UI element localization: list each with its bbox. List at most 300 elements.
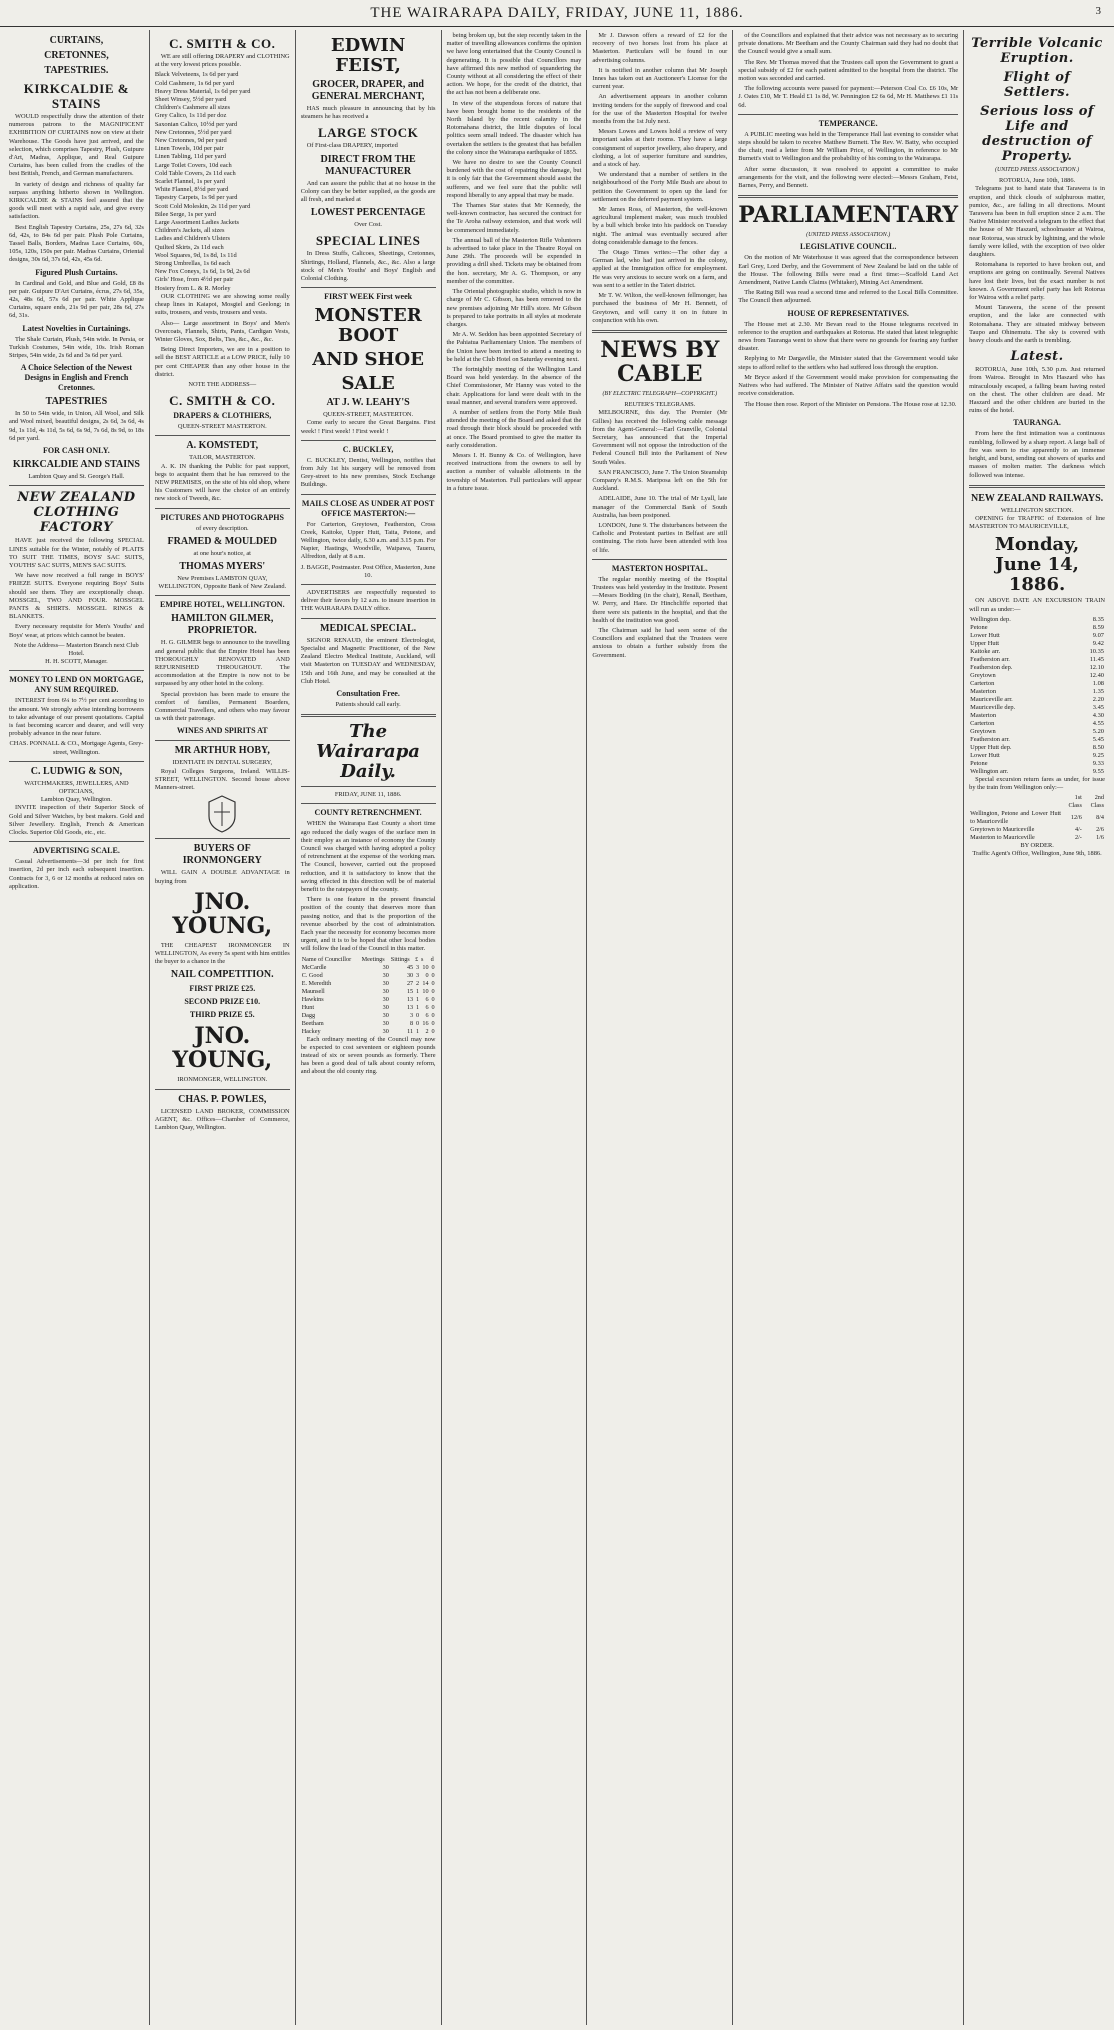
- table-cell: 0: [431, 987, 435, 995]
- smith-intro: WE are still offering DRAPERY and CLOTHING at the very lowest prices possible.: [154, 53, 290, 69]
- table-cell: Hunt: [301, 1003, 315, 1011]
- house-text-2: Replying to Mr Dargaville, the Minister stated that the Government would take steps to afford relief to the settlers who had suffered loss through the eruption.: [738, 355, 959, 371]
- tapestries-text: In 50 to 54in wide, in Union, All Wool, and Silk and Wool mixed, beautiful designs, 2s 6d, 3s 6d, 4s 9d, 1s 11d, 4s 11d, 5s 6d, 6s 9d, 7s 6d, 8s 9d, to 18s 6d per yard.: [9, 410, 144, 442]
- col4-paragraph: We have no desire to see the County Council burdened with the cost of repairing the damage, but it is only fair that the Government should assist the sufferers, and we feel sure that the public will respond liberally to any appeal that may be made.: [446, 159, 582, 199]
- station-cell: Petone: [970, 623, 988, 631]
- timetable-row: [969, 736, 1105, 744]
- gilmer-heading: HAMILTON GILMER, PROPRIETOR.: [171, 613, 274, 637]
- ludwig-address: Lambton Quay, Wellington.: [40, 796, 112, 804]
- leahy-text: Come early to secure the Great Bargains. First week! ! First week! ! First week! !: [300, 419, 436, 435]
- table-cell: 0: [425, 971, 429, 979]
- station-cell: Masterton: [970, 687, 997, 695]
- time-cell: 5.45: [1092, 735, 1104, 743]
- time-cell: 12.10: [1089, 663, 1104, 671]
- komstedt-text: A. K. IN thanking the Public for past support, begs to acquaint them that he has removed to the NEW PREMISES, on the site of his old shop, where his Customers will have the choice of an entirely new stock of Tweeds, &c.: [154, 462, 290, 503]
- medical-text: SIGNOR RENAUD, the eminent Electrologist, Specialist and Magnetic Practitioner, of the New Zealand Electro Medical Institute, Auckland, will visit Masterton on TUESDAY and WEDNESDAY, 15th and 16th June, and may be consulted at the Club Hotel.: [300, 636, 436, 685]
- table-cell: 30: [382, 1027, 389, 1035]
- timetable-row: [969, 664, 1105, 672]
- advertising-scale-heading: ADVERTISING SCALE.: [32, 846, 120, 856]
- table-header-cell: d: [430, 955, 434, 963]
- table-cell: 0: [415, 1011, 420, 1019]
- table-cell: 10: [422, 963, 429, 971]
- col5-paragraph: Mr James Ross, of Masterton, the well-known agricultural implement maker, was much troubled by a bull which broke into his paddock on Tuesday night. The animal was eventually secured after doing considerable damage to the fences.: [592, 206, 728, 246]
- timetable-row: [969, 696, 1105, 704]
- col4-paragraph: The annual ball of the Masterton Rifle Volunteers is advertised to take place in the Theatre Royal on June 29th. The proceeds will be expended in providing a drill shed. Tickets may be obtained from the hon. secretary, Mr A. G. Thompson, or any member of the committee.: [446, 236, 582, 285]
- prize-list: [155, 984, 290, 1020]
- station-cell: Featherston arr.: [970, 655, 1010, 663]
- time-cell: 4.55: [1092, 719, 1104, 727]
- fares-cell: 8/4: [1096, 814, 1104, 822]
- pictures-sub: of every description.: [195, 524, 249, 532]
- special-lines-heading: SPECIAL LINES: [315, 233, 421, 249]
- column-4: [442, 30, 588, 2025]
- table-cell: 6: [425, 1003, 429, 1011]
- powles-text: LICENSED LAND BROKER, COMMISSION AGENT, &c. Offices—Chamber of Commerce, Lambton Quay, Wellington.: [154, 1107, 290, 1132]
- cretonnes-heading: CRETONNES,: [44, 50, 109, 61]
- note-address: Note the Address— Masterton Branch next Club Hotel.: [14, 641, 139, 657]
- nz-clothing-text-2: We have now received a full range in BOYS' FRIEZE SUITS. Everyone requiring Boys' Suits should see them. They are exceptionally cheap. MOSSGEL, TWO AND FOUR. MOSSGEL PANTS & SHIRTS. MOSSGEL RINGS & BLANKETS.: [9, 572, 144, 621]
- price-list-item: Cold Cashmere, 1s 6d per yard: [154, 79, 234, 87]
- col4-paragraph: In view of the stupendous forces of nature that have been brought home to the residents of the North Island by the recent calamity in the Rotomahana district, the little disputes of local politics seem small indeed. The disaster which has overtaken the settlers is the greatest that has befallen the colony since the Wairarapa earthquake of 1855.: [446, 99, 582, 156]
- time-cell: 9.33: [1092, 759, 1104, 767]
- station-cell: Upper Hutt: [970, 639, 1000, 647]
- column-7: [964, 30, 1110, 2025]
- powles-heading: CHAS. P. POWLES,: [178, 1093, 267, 1105]
- timetable-row: [969, 648, 1105, 656]
- money-text: INTEREST from 6¼ to 7½ per cent according to the amount. We strongly advise intending borrowers to take advantage of our present quotations. Capital is fast becoming scarcer and dearer, and will very probably advance in the near future.: [9, 697, 144, 738]
- consult-sub: Patients should call early.: [335, 700, 401, 708]
- fares-cell: Wellington, Petone and Lower Hutt to Mauriceville: [970, 810, 1062, 826]
- flight-heading: Flight of Settlers.: [1003, 70, 1071, 100]
- table-cell: 0: [431, 1019, 435, 1027]
- money-heading: MONEY TO LEND ON MORTGAGE, ANY SUM REQUIRED.: [9, 675, 144, 695]
- col5-paragraph: Mr T. W. Wilton, the well-known fellmonger, has purchased the business of Mr H. Bennett, of Greytown, and will carry it on in future in conjunction with his own.: [592, 292, 728, 324]
- table-cell: 11: [407, 1027, 414, 1035]
- buyers-heading: BUYERS OF IRONMONGERY: [182, 843, 262, 867]
- col4-paragraph: being broken up, but the step recently taken in the matter of travelling allowances confirms the opinion we have long entertained that the County Council is degenerating. It is possible that Councillors may have affirmed this new method of squandering the County without at all considering the effect of their action. We hope, for the credit of the district, that the act has not been a deliberate one.: [446, 32, 582, 97]
- nail-heading: NAIL COMPETITION.: [170, 969, 274, 981]
- table-row: [301, 988, 436, 996]
- councillor-table: [301, 956, 436, 1036]
- temperance-text: A PUBLIC meeting was held in the Temperance Hall last evening to consider what steps should be taken to receive Matthew Burnett. The Rev. W. Batty, who occupied the chair, read a letter from Mr William Price, of Wellington, in reference to Mr Burnett's visit to Wellington and the probability of his coming to the Wairarapa.: [738, 130, 959, 163]
- table-cell: 30: [382, 1003, 389, 1011]
- kirkcaldie-text-2: In variety of design and richness of quality far surpass anything hitherto shown in Wellington. KIRKCALDIE & STAINS feel assured that the goods will meet with a rapid sale, and give every satisfaction.: [9, 180, 144, 221]
- col5-paragraph: Mr J. Dawson offers a reward of £2 for the recovery of two horses lost from his place at Masterton. Particulars will be found in our advertising columns.: [592, 32, 728, 64]
- nzr-date: Monday, June 14, 1886.: [994, 534, 1080, 596]
- figured-text: In Cardinal and Gold, and Blue and Gold, £8 8s per pair. Guipure D'Art Curtains, écrus, 27s 6d, 35s, 42s, 48s 6d, 57s 6d per pair. White Applique Curtains, square ends, 21s 9d per pair, 28s 6d, 27s 6d, 31s.: [9, 279, 144, 320]
- price-list-item: New Cretonnes, 9d per yard: [154, 137, 227, 145]
- smith-price-list: [155, 71, 290, 292]
- timetable-row: [969, 680, 1105, 688]
- temperance-heading: TEMPERANCE.: [818, 118, 878, 128]
- table-cell: 30: [382, 995, 389, 1003]
- young-heading: JNO. YOUNG,: [172, 888, 273, 939]
- wines-heading: WINES AND SPIRITS AT: [176, 726, 268, 736]
- leahy-heading: AT J. W. LEAHY'S: [326, 397, 410, 409]
- table-header-cell: Meetings: [361, 955, 385, 963]
- table-cell: 14: [422, 979, 429, 987]
- choice-heading: A Choice Selection of the Newest Designs in English and French Cretonnes.: [20, 363, 133, 393]
- price-list-item: Children's Cashmere all sizes: [154, 104, 231, 112]
- hospital-heading: MASTERTON HOSPITAL.: [611, 563, 708, 573]
- station-cell: Mauriceville arr.: [970, 695, 1013, 703]
- by-order: BY ORDER.: [1020, 842, 1054, 850]
- young-text: THE CHEAPEST IRONMONGER IN WELLINGTON, As every 5s spent with him entitles the buyer to a chance in the: [154, 941, 290, 966]
- house-text: The House met at 2.30. Mr Bevan read to the House telegrams received in reference to the eruption and earthquakes at Rotorua. He stated that latest telegraphic news from Tauranga went to show that there were no grounds for fearing any further disaster.: [738, 320, 959, 353]
- framed-heading: FRAMED & MOULDED: [167, 535, 277, 547]
- house-text-4: The House then rose. Report of the Minister on Pensions. The House rose at 12.30.: [744, 400, 957, 408]
- smith-clothing-text: OUR CLOTHING we are showing some really cheap lines in Kaiapoi, Mosgiel and Geelong; in suits, trousers, and vests, trousers and vests.: [154, 292, 290, 317]
- price-list-item: Scarlet Flannel, 1s per yard: [154, 178, 225, 186]
- mails-signature: J. BAGGE, Postmaster. Post Office, Masterton, June 10.: [300, 563, 436, 579]
- eruption-text-2: Rotomahana is reported to have broken out, and eruptions are going on continually. Several Natives have lost their lives, but the exact number is not known. A Government relief party has left Rotorua for Wairoa with a relief party.: [969, 261, 1105, 302]
- tauranga-heading: TAURANGA.: [1013, 418, 1061, 428]
- time-cell: 9.55: [1092, 767, 1104, 775]
- station-cell: Carterton: [970, 719, 995, 727]
- table-cell: 6: [425, 1011, 429, 1019]
- price-list-item: Linen Towels, 10d per pair: [154, 145, 224, 153]
- col4-paragraph: The fortnightly meeting of the Wellington Land Board was held yesterday. In the absence of the Chief Commissioner, Mr Hanny was voted to the chair. Applications for land were dealt with in the usual manner, and several transfers were approved.: [446, 365, 582, 406]
- cable-london: LONDON, June 9. The disturbances between the Catholic and Protestant parties in Belfast are still continuing. The riots have been attended with loss of life.: [592, 521, 728, 554]
- price-list-item: Girls' Hose, from 4½d per pair: [154, 276, 234, 284]
- fares-row: [969, 826, 1105, 834]
- timetable-row: [969, 688, 1105, 696]
- myers-heading: THOMAS MYERS': [179, 560, 266, 572]
- fares-cell: Masterton to Mauriceville: [970, 834, 1035, 842]
- table-cell: 30: [382, 1011, 389, 1019]
- kirkcaldie-heading-2: KIRKCALDIE AND STAINS: [12, 459, 140, 471]
- table-cell: 1: [415, 1003, 420, 1011]
- table-cell: 27: [406, 979, 414, 987]
- price-list-item: Children's Jackets, all sizes: [154, 227, 225, 235]
- time-cell: 11.45: [1089, 655, 1104, 663]
- prize-item: FIRST PRIZE £25.: [189, 984, 256, 994]
- latest-text: ROTORUA, June 10th, 5.30 p.m. Just returned from Wairoa. Brought in Mrs Haszard who has miraculously escaped, a falling beam having rested on the chest. The other children are dead. Mr Haszard and the other children are buried in the ruins of the hotel.: [969, 366, 1105, 415]
- legislative-text: On the motion of Mr Waterhouse it was agreed that the correspondence between Earl Grey, Lord Derby, and the Government of New Zealand be laid on the table of the House. The following Bills were read a first time:—Scaffold Land Act Amendment, Native Lands Claims (Whitaker), Mining Act Amendment.: [738, 254, 959, 287]
- fares-table: [969, 794, 1105, 842]
- table-cell: 2: [425, 1027, 429, 1035]
- framed-sub: at one hour's notice, at: [193, 549, 251, 557]
- time-cell: 1.35: [1092, 687, 1104, 695]
- fares-cell: 2/6: [1096, 826, 1104, 834]
- timetable-row: [969, 712, 1105, 720]
- buckley-heading: C. BUCKLEY,: [342, 444, 394, 454]
- price-list-item: Hosiery from L. & R. Morley: [154, 284, 231, 292]
- col5-paragraph: The Otago Times writes:—The other day a German lad, who had just arrived in the colony, applied at the Immigration office for employment. He was very anxious to secure work on a farm, and was sent to a settler in the Taieri district.: [592, 249, 728, 289]
- parliamentary-heading: PARLIAMENTARY: [738, 202, 959, 229]
- gilmer-text-2: Special provision has been made to ensure the comfort of families, Permanent Boarders, Commercial Travellers, and others who may favour us with their patronage.: [154, 690, 290, 723]
- table-cell: 0: [431, 963, 435, 971]
- time-cell: 5.20: [1092, 727, 1104, 735]
- time-cell: 8.35: [1092, 615, 1104, 623]
- nz-clothing-text-3: Every necessary requisite for Men's Youths' and Boys' wear, at prices which cannot be beaten.: [9, 623, 144, 639]
- curtains-heading: CURTAINS,: [49, 35, 104, 46]
- price-list-item: New Cretonnes, 5½d per yard: [154, 128, 232, 136]
- table-header-cell: s: [421, 955, 424, 963]
- fares-cell: 1/6: [1096, 834, 1104, 842]
- crest-icon: [155, 794, 290, 834]
- table-cell: 3: [415, 963, 420, 971]
- table-cell: E. Meredith: [301, 979, 332, 987]
- col5-paragraph: We understand that a number of settlers in the neighbourhood of the Forty Mile Bush are about to petition the Government to open up the land for settlement on the deferred payment system.: [592, 171, 728, 203]
- sale-line: MONSTER BOOT: [314, 305, 422, 347]
- feist-sub: GROCER, DRAPER, and GENERAL MERCHANT,: [311, 79, 425, 102]
- timetable-row: [969, 728, 1105, 736]
- table-cell: 1: [415, 995, 420, 1003]
- table-cell: 0: [431, 979, 435, 987]
- table-cell: 13: [406, 995, 414, 1003]
- eruption-location: ROTORUA, June 10th, 1886.: [998, 177, 1076, 185]
- timetable-row: [969, 752, 1105, 760]
- tapestries-heading-2: TAPESTRIES: [45, 396, 108, 408]
- table-cell: McCardle: [301, 963, 327, 971]
- myers-address: New Premises LAMBTON QUAY, WELLINGTON, Opposite Bank of New Zealand.: [158, 574, 287, 591]
- timetable-row: [969, 640, 1105, 648]
- timetable-row: [969, 768, 1105, 776]
- fares-row: [969, 834, 1105, 842]
- table-row: [301, 1020, 436, 1028]
- timetable-row: [969, 656, 1105, 664]
- station-cell: Featherston arr.: [970, 735, 1010, 743]
- table-cell: 45: [406, 963, 414, 971]
- cable-text: MELBOURNE, this day. The Premier (Mr Gillies) has received the following cable message from the Agent-General:—Earl Granville, Colonial Secretary, has announced that the Imperial Government will not oppose the introduction of the Federal Council Bill into the Parliament of New South Wales.: [592, 409, 728, 466]
- fares-cell: Greytown to Mauriceville: [970, 826, 1035, 834]
- price-list-item: Black Velveteens, 1s 6d per yard: [154, 71, 239, 79]
- table-cell: Dagg: [301, 1011, 316, 1019]
- col4-paragraph: A number of settlers from the Forty Mile Bush attended the meeting of the Board and asked that the road through their block should be proceeded with at once. The Board promised to give the matter its early consideration.: [446, 408, 582, 449]
- latest-novelties-heading: Latest Novelties in Curtainings.: [22, 323, 131, 333]
- prize-item: SECOND PRIZE £10.: [184, 997, 261, 1007]
- parliamentary-sub: (UNITED PRESS ASSOCIATION.): [806, 232, 891, 239]
- time-cell: 9.25: [1092, 751, 1104, 759]
- tauranga-text: From here the first intimation was a continuous rumbling, followed by a sharp report. A large ball of fire was seen to rise apparently to an immense height, and burst, sending out showers of sparks and masses of molten matter. The darkness which followed was intense.: [969, 430, 1105, 479]
- komstedt-sub: TAILOR, MASTERTON.: [189, 454, 256, 462]
- cash-only: FOR CASH ONLY.: [43, 446, 110, 456]
- feist-text: HAS much pleasure in announcing that by his steamers he has received a: [300, 105, 436, 121]
- col6-paragraph: of the Councillors and explained that their advice was not necessary as to securing private donations. Mr Beetham and the County Chairman said they had no doubt that the Council would give a small sum.: [738, 32, 959, 56]
- station-cell: Carterton: [970, 679, 995, 687]
- price-list-item: Wool Squares, 9d, 1s 8d, 1s 11d: [154, 251, 237, 259]
- price-list-item: Large Assortment Ladies Jackets: [154, 219, 240, 227]
- price-list-item: Linen Tabling, 11d per yard: [154, 153, 226, 161]
- traffic-office: Traffic Agent's Office, Wellington, June 9th, 1886.: [972, 850, 1102, 858]
- masthead: [0, 0, 1114, 27]
- station-cell: Kaitoke arr.: [970, 647, 1001, 655]
- time-cell: 1.08: [1092, 679, 1104, 687]
- col4-paragraph: Mr A. W. Seddon has been appointed Secretary of the Pahiatua Parliamentary Union. The members of the Union have been invited to attend a meeting to be held at the Club Hotel on Saturday evening next.: [446, 331, 582, 363]
- station-cell: Lower Hutt: [970, 751, 1000, 759]
- table-cell: 30: [406, 971, 414, 979]
- table-cell: 15: [406, 987, 414, 995]
- timetable-row: [969, 616, 1105, 624]
- figured-heading: Figured Plush Curtains.: [35, 267, 118, 277]
- feist-heading: EDWIN FEIST,: [330, 35, 406, 76]
- station-cell: Wellington arr.: [970, 767, 1009, 775]
- cable-source: REUTER'S TELEGRAMS.: [624, 401, 696, 409]
- timetable-row: [969, 632, 1105, 640]
- col5-paragraph: Messrs Lowes and Lowes hold a review of very important sales at their rooms. They have a large consignment of superior jewellery, also drapery, and clothing, a lot of superior furniture and sundries, and a stock of hay.: [592, 128, 728, 169]
- consult-heading: Consultation Free.: [336, 688, 400, 698]
- table-cell: 30: [382, 971, 389, 979]
- table-cell: 0: [415, 1019, 420, 1027]
- empire-heading: EMPIRE HOTEL, WELLINGTON.: [159, 600, 285, 610]
- table-row: [301, 1012, 436, 1020]
- latest-novelties-text: The Shale Curtain, Plush, 54in wide. In Persia, or Turkish Costumes, 54in wide, 10s. Irish Roman Stripes, 54in wide, 2s 6d and 3s 6d per yard.: [9, 335, 144, 360]
- ludwig-heading: C. LUDWIG & SON,: [30, 765, 123, 777]
- time-cell: 9.07: [1092, 631, 1104, 639]
- table-cell: Maunsell: [301, 987, 325, 995]
- timetable: [969, 616, 1105, 776]
- col4-paragraph: Messrs I. H. Bunny & Co. of Wellington, have received instructions from the owners to sell by auction a number of valuable allotments in the township of Masterton. Full particulars will appear in a future issue.: [446, 451, 582, 492]
- table-cell: 10: [422, 987, 429, 995]
- prize-item: THIRD PRIZE £5.: [189, 1010, 255, 1020]
- col5-paragraph: It is notified in another column that Mr Joseph Innes has taken out an Auctioneer's License for the current year.: [592, 66, 728, 91]
- price-list-item: Cold Table Covers, 2s 11d each: [154, 169, 236, 177]
- tapestries-heading: TAPESTRIES.: [44, 65, 109, 76]
- feist-text-2: Of First-class DRAPERY, imported: [306, 142, 398, 150]
- cable-adelaide: ADELAIDE, June 10. The trial of Mr Lyall, late manager of the Commercial Bank of South Australia, has been postponed.: [592, 495, 728, 519]
- station-cell: Lower Hutt: [970, 631, 1000, 639]
- lowest-heading: LOWEST PERCENTAGE: [310, 207, 426, 219]
- nzr-text-2: ON ABOVE DATE AN EXCURSION TRAIN will run as under:—: [969, 597, 1105, 613]
- masthead-title: THE WAIRARAPA DAILY, FRIDAY, JUNE 11, 1886.: [370, 4, 744, 21]
- table-cell: 0: [431, 971, 435, 979]
- ludwig-text: INVITE inspection of their Superior Stock of Gold and Silver Watches, by best makers. Gold and Silver Jewellery. English, French & American Clocks. Superior Old Goods, etc., etc.: [9, 804, 144, 836]
- column-5: [587, 30, 733, 2025]
- pictures-heading: PICTURES AND PHOTOGRAPHS: [160, 512, 284, 522]
- table-cell: 6: [425, 995, 429, 1003]
- komstedt-heading: A. KOMSTEDT,: [186, 440, 259, 452]
- table-row: [301, 972, 436, 980]
- nzr-heading: NEW ZEALAND RAILWAYS.: [970, 492, 1104, 504]
- station-cell: Mauriceville dep.: [970, 703, 1016, 711]
- legislative-text-2: The Rating Bill was read a second time and referred to the Local Bills Committee. The Council then adjourned.: [738, 289, 959, 305]
- smith-direct-text: Being Direct Importers, we are in a position to sell the BEST ARTICLE at a LOW PRICE, fully 10 per cent CHEAPER than any other house in the district.: [154, 346, 290, 378]
- house-text-3: Mr Bryce asked if the Government would make provision for compensating the Natives who had suffered. The Minister of Native Affairs said the question would receive consideration.: [738, 373, 959, 398]
- price-list-item: Bilee Serge, 1s per yard: [154, 210, 216, 218]
- fares-note: Special excursion return fares as under, for issue by the train from Wellington only:—: [969, 775, 1105, 791]
- nz-clothing-heading: NEW ZEALAND CLOTHING FACTORY: [17, 490, 136, 536]
- sale-line: AND SHOE: [312, 349, 424, 371]
- price-list-item: Quilted Skirts, 2s 11d each: [154, 243, 224, 251]
- table-cell: 1: [415, 987, 420, 995]
- table-cell: 16: [422, 1019, 429, 1027]
- hospital-text-2: The Chairman said he had seen some of the Councillors and explained that the Trustees were anxious to obtain a further subsidy from the Government.: [592, 626, 728, 659]
- col4-paragraph: The Thames Star states that Mr Kennedy, the well-known contractor, has secured the contract for the Te Aroha railway extension, and that work will be commenced immediately.: [446, 202, 582, 234]
- fares-header-cell: [969, 794, 1062, 810]
- table-row: [301, 996, 436, 1004]
- col6-paragraph: The following accounts were passed for payment:—Peterson Coal Co. £6 10s, Mr J. Oates £10, Mr T. Heald £1 1s 8d, W. Pennington £2 6s 6d, Mr H. Matthews £1 11s 6d.: [738, 85, 959, 109]
- smith-also-text: Also— Large assortment in Boys' and Men's Overcoats, Flannels, Shirts, Pants, Cardigan Vests, Winter Gloves, Sox, Belts, Ties, &c., &c., &c.: [154, 319, 290, 343]
- timetable-row: [969, 720, 1105, 728]
- ludwig-sub: WATCHMAKERS, JEWELLERS, AND OPTICIANS,: [24, 779, 129, 795]
- fares-cell: 4/-: [1074, 826, 1082, 834]
- time-cell: 10.35: [1089, 647, 1104, 655]
- nzr-text: OPENING for TRAFFIC of Extension of line MASTERTON TO MAURICEVILLE,: [969, 514, 1105, 531]
- price-list-item: Heavy Dress Material, 1s 6d per yard: [154, 87, 251, 95]
- money-signature: CHAS. PONNALL & CO., Mortgage Agents, Grey-street, Wellington.: [9, 740, 144, 756]
- table-cell: 0: [431, 1027, 435, 1035]
- smith-address: QUEEN-STREET MASTERTON.: [177, 423, 267, 431]
- date-line: FRIDAY, JUNE 11, 1886.: [334, 791, 402, 799]
- table-header-cell: Sittings: [390, 955, 410, 963]
- medical-heading: MEDICAL SPECIAL.: [320, 622, 417, 634]
- feist-text-3: And can assure the public that at no house in the Colony can they be better supplied, as the goods are all fresh, and marked at: [300, 179, 436, 204]
- smith-note: NOTE THE ADDRESS—: [188, 380, 257, 388]
- serious-loss-heading: Serious loss of Life and destruction of Property.: [980, 104, 1095, 164]
- table-cell: 30: [382, 963, 389, 971]
- time-cell: 9.42: [1092, 639, 1104, 647]
- young-sub: IRONMONGER, WELLINGTON.: [177, 1076, 268, 1084]
- hoby-heading: MR ARTHUR HOBY,: [174, 745, 270, 757]
- table-cell: C. Good: [301, 971, 323, 979]
- station-cell: Wellington dep.: [970, 615, 1011, 623]
- station-cell: Petone: [970, 759, 988, 767]
- timetable-row: [969, 704, 1105, 712]
- price-list-item: Grey Calico, 1s 11d per doz: [154, 112, 227, 120]
- table-header-cell: £: [415, 955, 419, 963]
- table-cell: 1: [415, 1027, 420, 1035]
- time-cell: 8.59: [1092, 623, 1104, 631]
- feist-over: Over Cost.: [354, 221, 382, 229]
- lace-text: Best English Tapestry Curtains, 25s, 27s 6d, 32s 6d, 42s, to 84s 6d per pair. Plush Pole Curtains, Tassel Balls, Borders, Madras Lace Curtains, 60s, 105s, 120s, 150s per pair. Madras Curtains, Oriental designs, 30s 6d, 37s 6d, 42s, 45s 6d.: [9, 223, 144, 264]
- house-heading: HOUSE OF REPRESENTATIVES.: [787, 308, 909, 318]
- price-list-item: Saxonian Calico, 10½d per yard: [154, 120, 238, 128]
- eruption-text-3: Mount Tarawera, the scene of the present eruption, and the lake are connected with Rotomahana. They are situated midway between Taupo and Ohinemutu. The sky is covered with heavy clouds and the earth is trembling.: [969, 304, 1105, 345]
- temperance-text-2: After some discussion, it was resolved to appoint a committee to make arrangements for the visit, and the following were elected:—Messrs Graham, Feist, Barnes, Perry, and Bennett.: [738, 165, 959, 190]
- county-heading: COUNTY RETRENCHMENT.: [314, 808, 422, 818]
- col4-paragraph: The Oriental photographic studio, which is now in charge of Mr C. Gibson, has been removed to the new premises adjoining Mr Hill's store. Mr Gibson is prepared to take portraits in all styles at moderate charges.: [446, 288, 582, 328]
- price-list-item: Ladies and Children's Ulsters: [154, 235, 231, 243]
- fares-row: [969, 810, 1105, 826]
- timetable-row: [969, 760, 1105, 768]
- nz-clothing-text: HAVE just received the following SPECIAL LINES suitable for the Winter, notably of PLAITS TO SUIT THE TIMES, BOYS' SAC SUITS, YOUTHS' SAC SUITS, MEN'S SAC SUITS.: [9, 537, 144, 569]
- station-cell: Upper Hutt dep.: [970, 743, 1012, 751]
- table-row: [301, 1028, 436, 1036]
- table-cell: Beetham: [301, 1019, 324, 1027]
- advertising-scale-text: Casual Advertisements—3d per inch for first insertion, 2d per inch each subsequent insertion. Contracts for 3, 6 or 12 months at reduced rates on application.: [9, 858, 144, 890]
- first-week-heading: FIRST WEEK First week: [324, 292, 413, 302]
- col6-paragraph: The Rev. Mr Thomas moved that the Trustees call upon the Government to grant a special subsidy of £2 for each patient admitted to the hospital from the district. The motion was seconded and carried.: [738, 58, 959, 83]
- price-list-item: Scott Cold Moleskin, 2s 11d per yard: [154, 202, 251, 210]
- table-cell: 0: [431, 1003, 435, 1011]
- table-cell: 3: [410, 1011, 414, 1019]
- price-list-item: Tapestry Carpets, 1s 9d per yard: [154, 194, 238, 202]
- advertisers-notice: ADVERTISERS are respectfully requested to deliver their favors by 12 a.m. to insure insertion in THE WAIRARAPA DAILY office.: [300, 589, 436, 613]
- news-by-cable-heading: NEWS BY CABLE: [600, 336, 720, 387]
- smith-heading-2: C. SMITH & CO.: [169, 393, 276, 409]
- time-cell: 2.20: [1092, 695, 1104, 703]
- smith-heading: C. SMITH & CO.: [169, 36, 276, 51]
- county-text-2: There is one feature in the present financial position of the county that deserves more than passing notice, and that is the proportion of the revenue absorbed by the cost of administration. Each year the necessity for economy becomes more urgent, and it is to be hoped that other local bodies will follow the lead of the Council in this matter.: [300, 896, 436, 953]
- fares-header-cell: 2nd Class: [1090, 794, 1104, 810]
- price-list-item: Strong Umbrellas, 1s 6d each: [154, 260, 231, 268]
- smith-sub: DRAPERS & CLOTHIERS,: [173, 411, 272, 421]
- hoby-sub: IDENTIATE IN DENTAL SURGERY,: [172, 759, 273, 767]
- table-cell: 8: [410, 1019, 414, 1027]
- time-cell: 8.50: [1092, 743, 1104, 751]
- column-1: [4, 30, 150, 2025]
- nzr-section: WELLINGTON SECTION.: [1000, 506, 1074, 514]
- sale-line: SALE: [341, 373, 395, 395]
- special-lines-text: In Dress Stuffs, Calicoes, Sheetings, Cretonnes, Shirtings, Holland, Flannels, &c., &c. Also a large stock of Men's Youths' and Boys' English and Colonial Clothing.: [300, 250, 436, 283]
- press-association: (UNITED PRESS ASSOCIATION.): [994, 167, 1080, 173]
- table-cell: Hawkins: [301, 995, 324, 1003]
- direct-heading: DIRECT FROM THE MANUFACTURER: [320, 153, 416, 177]
- table-row: [301, 964, 436, 972]
- table-cell: Hackey: [301, 1027, 321, 1035]
- mails-heading: MAILS CLOSE AS UNDER AT POST OFFICE MASTERTON:—: [301, 498, 435, 518]
